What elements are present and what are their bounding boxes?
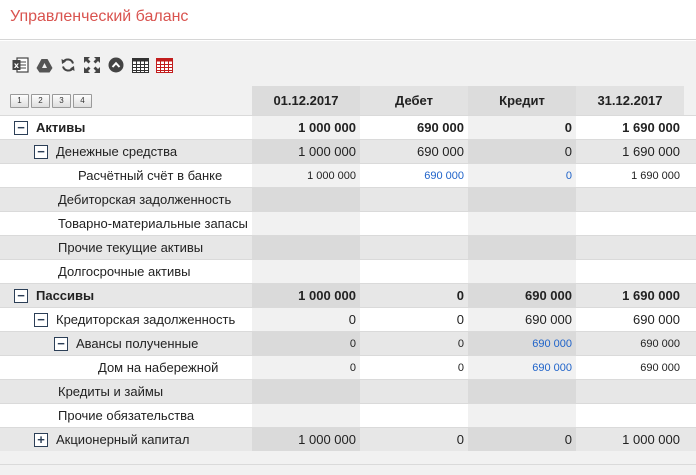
collapse-toggle-icon[interactable]: −: [34, 313, 48, 327]
value-debit: 0: [457, 337, 464, 350]
table-row: [0, 307, 696, 331]
value-credit: [468, 404, 576, 427]
value-end: 690 000: [640, 361, 680, 374]
row-label: Кредиторская задолженность: [56, 312, 236, 327]
value-start: 1 000 000: [252, 164, 360, 187]
value-end: [576, 260, 684, 283]
value-start: [252, 212, 360, 235]
excel-icon[interactable]: [11, 56, 29, 74]
value-debit: 0: [457, 361, 464, 374]
value-debit: [360, 188, 468, 211]
fullscreen-icon[interactable]: [83, 56, 101, 74]
value-debit: [360, 212, 468, 235]
row-label: Прочие текущие активы: [58, 240, 204, 255]
table-row: [0, 211, 696, 235]
value-start: 0: [252, 308, 360, 331]
value-end: [576, 212, 684, 235]
svg-text:x: x: [13, 61, 19, 70]
level-3-button[interactable]: 3: [52, 94, 71, 108]
grid-icon[interactable]: [131, 56, 149, 74]
value-debit: [360, 260, 468, 283]
value-end: 1 690 000: [631, 169, 680, 182]
level-2-button[interactable]: 2: [31, 94, 50, 108]
row-label: Активы: [36, 120, 86, 135]
value-credit: [468, 380, 576, 403]
column-header-debit: Дебет: [360, 86, 468, 115]
row-label: Долгосрочные активы: [58, 264, 191, 279]
value-start: [252, 188, 360, 211]
value-end: 690 000: [640, 337, 680, 350]
google-drive-icon[interactable]: [35, 56, 53, 74]
table-row: [0, 283, 696, 307]
value-credit: 0: [468, 116, 576, 139]
table-row: [0, 427, 696, 451]
toolbar: [11, 55, 179, 75]
value-debit: 690 000: [417, 144, 464, 159]
value-start: [252, 260, 360, 283]
value-debit: 0: [456, 432, 464, 447]
table-header: [0, 86, 696, 115]
table-bottom-border: [0, 464, 696, 465]
column-header-end: 31.12.2017: [576, 86, 684, 115]
value-end: 1 690 000: [622, 144, 680, 159]
value-start: [252, 236, 360, 259]
level-1-button[interactable]: 1: [10, 94, 29, 108]
row-label: Расчётный счёт в банке: [78, 168, 223, 183]
table-row: [0, 331, 696, 355]
value-end: 1 690 000: [622, 120, 680, 135]
value-credit-link[interactable]: 690 000: [468, 356, 576, 379]
value-start: [252, 404, 360, 427]
collapse-toggle-icon[interactable]: −: [54, 337, 68, 351]
table-row: [0, 403, 696, 427]
level-buttons: [10, 94, 92, 108]
grid-red-icon[interactable]: [155, 56, 173, 74]
value-end: 690 000: [633, 312, 680, 327]
table-row: [0, 187, 696, 211]
collapse-toggle-icon[interactable]: −: [14, 121, 28, 135]
value-debit-link[interactable]: 690 000: [424, 169, 464, 182]
value-end: [576, 380, 684, 403]
value-start: 1 000 000: [252, 284, 360, 307]
value-debit: [360, 236, 468, 259]
value-credit: [468, 188, 576, 211]
value-credit: 0: [468, 140, 576, 163]
value-end: [576, 188, 684, 211]
row-label: Дом на набережной: [98, 360, 219, 375]
table-row: [0, 235, 696, 259]
value-debit: 690 000: [417, 120, 464, 135]
collapse-toggle-icon[interactable]: −: [14, 289, 28, 303]
row-label: Дебиторская задолженность: [58, 192, 232, 207]
refresh-icon[interactable]: [59, 56, 77, 74]
value-debit: [360, 380, 468, 403]
row-label: Товарно-материальные запасы: [58, 216, 248, 231]
value-credit: 0: [468, 428, 576, 451]
value-debit: 0: [456, 312, 464, 327]
value-debit: 0: [456, 288, 464, 303]
value-credit: [468, 260, 576, 283]
value-start: 0: [252, 356, 360, 379]
value-end: [576, 404, 684, 427]
table-row: [0, 139, 696, 163]
report-panel: [0, 41, 696, 475]
value-credit: [468, 236, 576, 259]
row-label: Акционерный капитал: [56, 432, 190, 447]
value-credit-link[interactable]: 0: [468, 164, 576, 187]
level-buttons-cell: [10, 86, 252, 115]
table-row: [0, 355, 696, 379]
value-end: 1 000 000: [622, 432, 680, 447]
value-start: 1 000 000: [252, 116, 360, 139]
title-bar: [0, 0, 696, 40]
table-row: [0, 115, 696, 139]
value-credit: 690 000: [468, 308, 576, 331]
value-end: 1 690 000: [622, 288, 680, 303]
row-label: Кредиты и займы: [58, 384, 164, 399]
expand-toggle-icon[interactable]: +: [34, 433, 48, 447]
value-end: [576, 236, 684, 259]
collapse-toggle-icon[interactable]: −: [34, 145, 48, 159]
table-row: [0, 163, 696, 187]
value-credit-link[interactable]: 690 000: [468, 332, 576, 355]
column-header-start: 01.12.2017: [252, 86, 360, 115]
value-start: 1 000 000: [252, 428, 360, 451]
value-credit: 690 000: [468, 284, 576, 307]
value-start: 0: [252, 332, 360, 355]
table-row: [0, 379, 696, 403]
value-debit: [360, 404, 468, 427]
value-start: 1 000 000: [252, 140, 360, 163]
row-label: Авансы полученные: [76, 336, 199, 351]
row-label: Денежные средства: [56, 144, 178, 159]
row-label: Прочие обязательства: [58, 408, 195, 423]
collapse-up-icon[interactable]: [107, 56, 125, 74]
page-title: Управленческий баланс: [10, 8, 189, 25]
value-start: [252, 380, 360, 403]
column-header-credit: Кредит: [468, 86, 576, 115]
value-credit: [468, 212, 576, 235]
table-row: [0, 259, 696, 283]
row-label: Пассивы: [36, 288, 95, 303]
level-4-button[interactable]: 4: [73, 94, 92, 108]
